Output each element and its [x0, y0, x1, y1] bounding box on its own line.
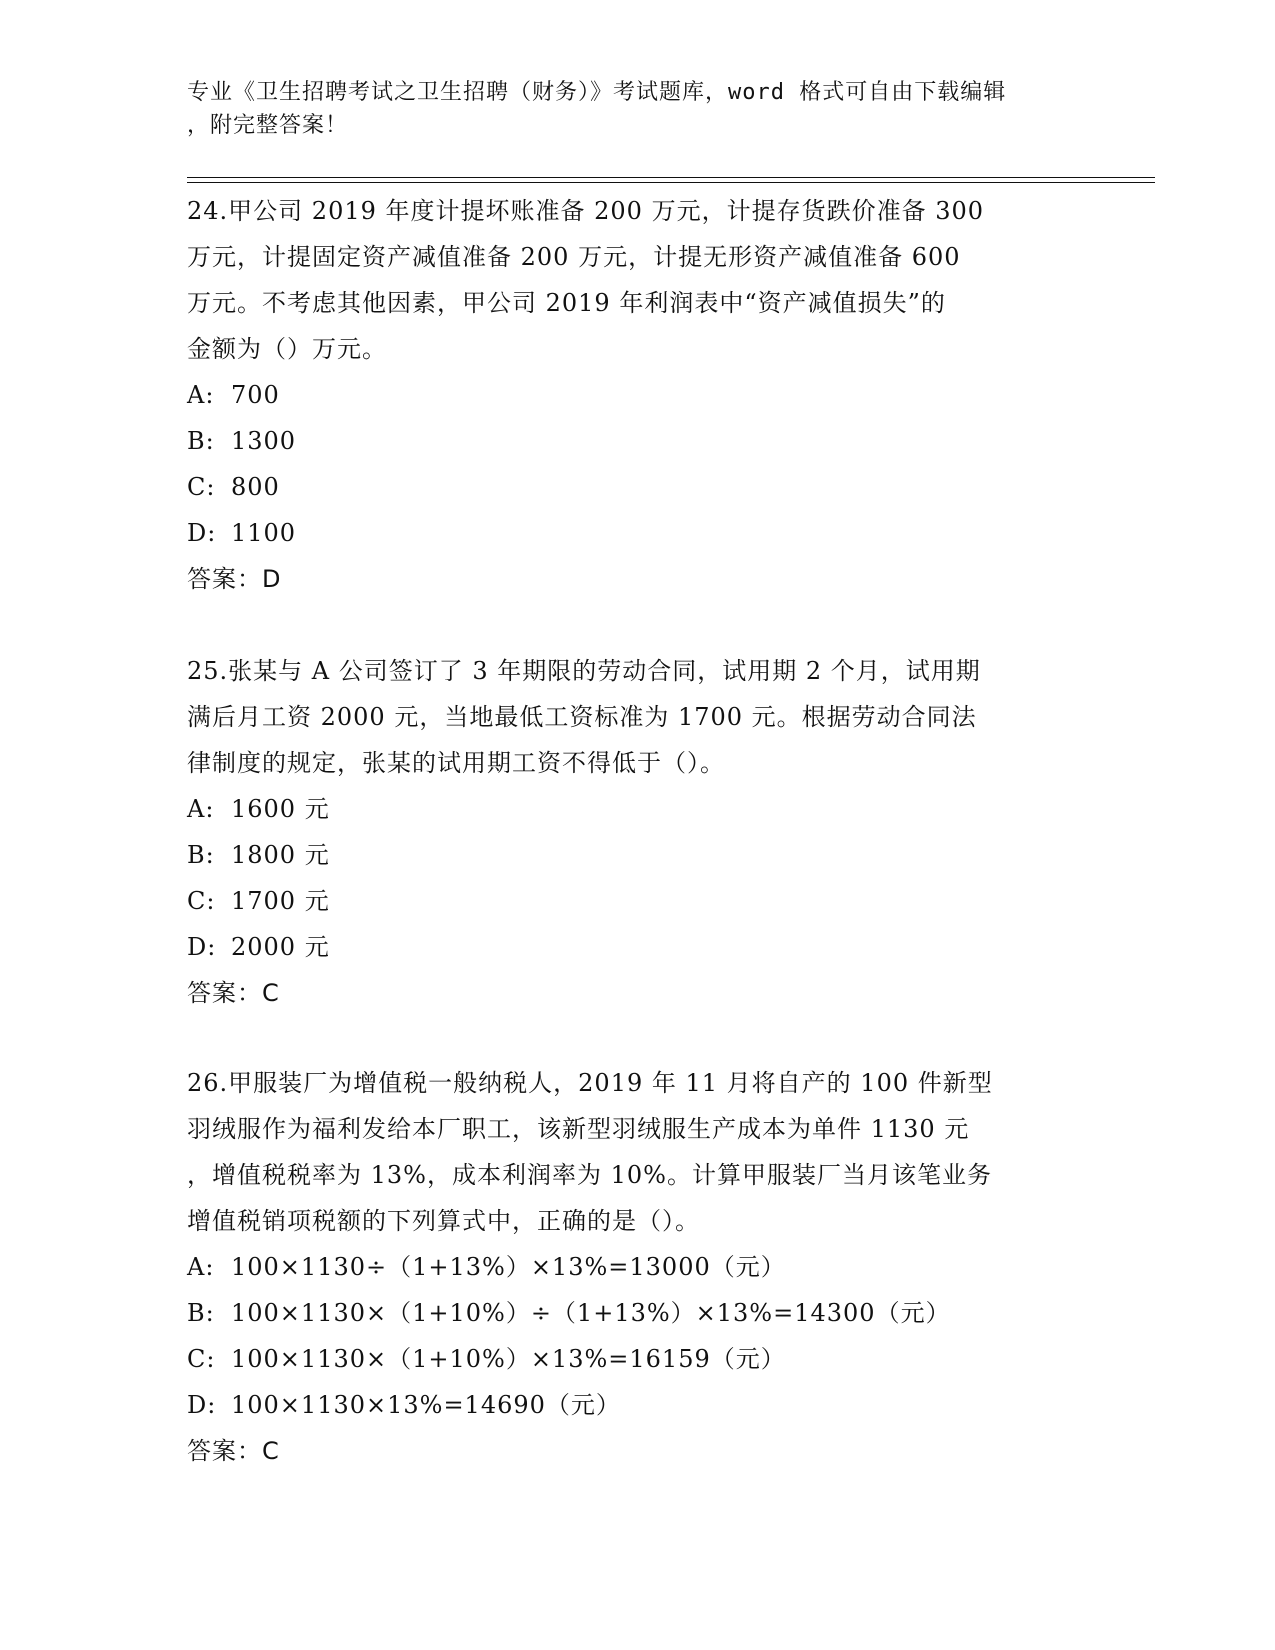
- question-stem-line: ，增值税税率为 13%，成本利润率为 10%。计算甲服装厂当月该笔业务: [187, 1161, 992, 1189]
- option-b: [187, 832, 1087, 878]
- header-line-2: ，附完整答案！: [187, 113, 349, 138]
- question-stem-line: 万元。不考虑其他因素，甲公司 2019 年利润表中“资产减值损失”的: [187, 289, 946, 317]
- question-stem-line: 万元，计提固定资产减值准备 200 万元，计提无形资产减值准备 600: [187, 243, 961, 271]
- option-text: 1800 元: [231, 841, 330, 869]
- option-text: 800: [231, 473, 280, 501]
- option-d: [187, 510, 1087, 556]
- answer-label: 答案：D: [187, 565, 282, 593]
- option-text: 100×1130÷（1+13%）×13%=13000（元）: [231, 1253, 786, 1281]
- option-c: [187, 878, 1087, 924]
- option-a: [187, 372, 1087, 418]
- option-text: 100×1130×13%=14690（元）: [231, 1391, 621, 1419]
- option-text: 2000 元: [231, 933, 330, 961]
- option-text: 1600 元: [231, 795, 330, 823]
- option-a: [187, 1244, 1087, 1290]
- option-text: 700: [231, 381, 280, 409]
- question-stem-line: 25.张某与 A 公司签订了 3 年期限的劳动合同，试用期 2 个月，试用期: [187, 657, 981, 685]
- option-letter: C:: [187, 473, 216, 501]
- option-letter: B:: [187, 427, 215, 455]
- answer-label: 答案：C: [187, 1437, 280, 1465]
- header-divider-top: [187, 177, 1155, 178]
- option-letter: A:: [187, 795, 215, 823]
- option-text: 1100: [231, 519, 297, 547]
- question-24: [187, 188, 1087, 602]
- option-letter: C:: [187, 887, 216, 915]
- option-text: 100×1130×（1+10%）÷（1+13%）×13%=14300（元）: [231, 1299, 951, 1327]
- option-b: [187, 1290, 1087, 1336]
- header-divider-bottom: [187, 182, 1155, 183]
- option-d: [187, 924, 1087, 970]
- header-line-1: 专业《卫生招聘考试之卫生招聘（财务）》考试题库，word 格式可自由下载编辑: [187, 80, 1007, 105]
- option-letter: C:: [187, 1345, 216, 1373]
- option-a: [187, 786, 1087, 832]
- question-stem-line: 羽绒服作为福利发给本厂职工，该新型羽绒服生产成本为单件 1130 元: [187, 1115, 970, 1143]
- option-d: [187, 1382, 1087, 1428]
- option-c: [187, 464, 1087, 510]
- option-text: 100×1130×（1+10%）×13%=16159（元）: [231, 1345, 786, 1373]
- question-26: [187, 1060, 1087, 1474]
- option-c: [187, 1336, 1087, 1382]
- question-stem-line: 律制度的规定，张某的试用期工资不得低于（）。: [187, 749, 725, 777]
- question-25: [187, 648, 1087, 1016]
- question-stem-line: 24.甲公司 2019 年度计提坏账准备 200 万元，计提存货跌价准备 300: [187, 197, 985, 225]
- answer-label: 答案：C: [187, 979, 280, 1007]
- option-letter: D:: [187, 1391, 217, 1419]
- question-stem-line: 26.甲服装厂为增值税一般纳税人，2019 年 11 月将自产的 100 件新型: [187, 1069, 993, 1097]
- option-letter: B:: [187, 1299, 215, 1327]
- option-letter: A:: [187, 381, 215, 409]
- option-letter: A:: [187, 1253, 215, 1281]
- option-text: 1300: [231, 427, 297, 455]
- option-letter: B:: [187, 841, 215, 869]
- question-stem-line: 增值税销项税额的下列算式中，正确的是（）。: [187, 1207, 700, 1235]
- document-header: [187, 76, 1067, 142]
- option-b: [187, 418, 1087, 464]
- question-stem-line: 满后月工资 2000 元，当地最低工资标准为 1700 元。根据劳动合同法: [187, 703, 977, 731]
- option-letter: D:: [187, 933, 217, 961]
- option-letter: D:: [187, 519, 217, 547]
- question-stem-line: 金额为（）万元。: [187, 335, 387, 363]
- option-text: 1700 元: [231, 887, 330, 915]
